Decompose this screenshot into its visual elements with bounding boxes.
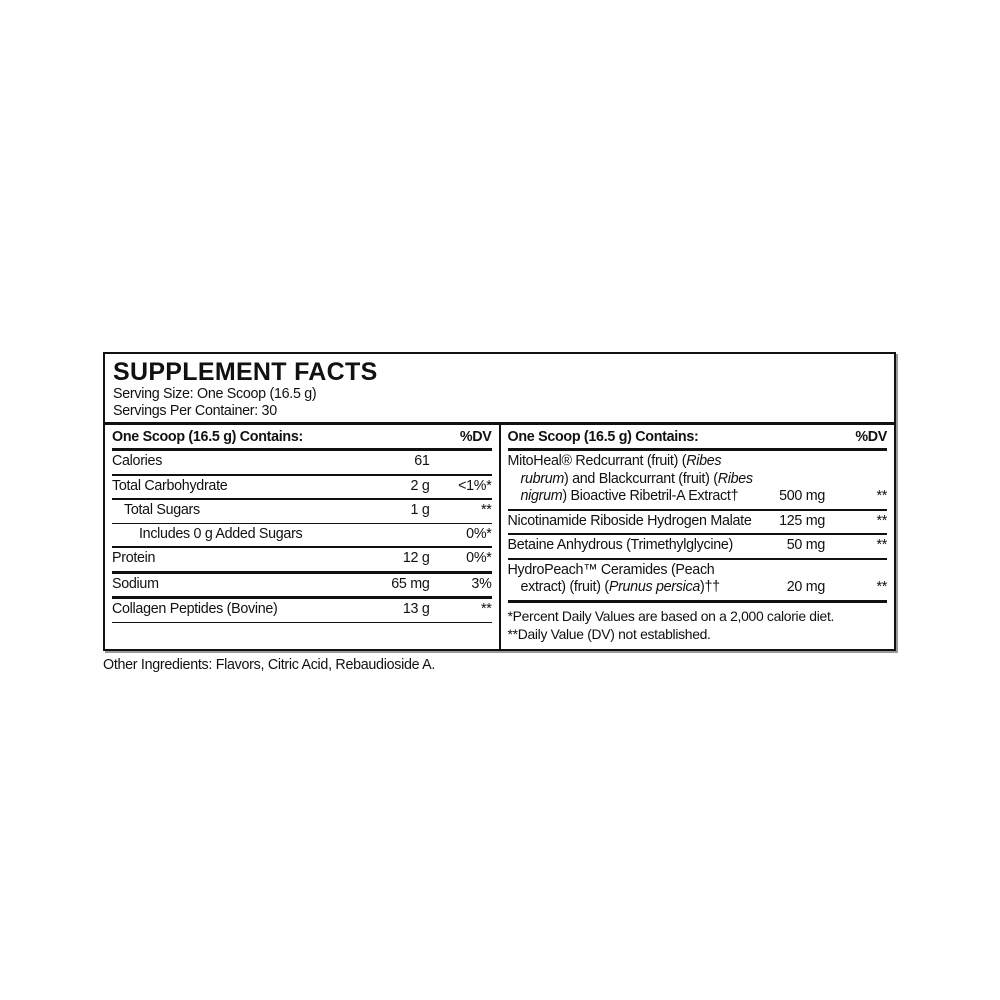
nutrient-row <box>112 498 492 523</box>
nutrient-amount: 125 mg <box>779 512 825 529</box>
nutrient-row <box>508 509 888 534</box>
nutrient-amount: 2 g <box>410 477 430 494</box>
nutrient-dv: ** <box>876 488 887 504</box>
column-header <box>112 425 492 451</box>
other-ingredients: Other Ingredients: Flavors, Citric Acid, Rebaudioside A. <box>103 656 436 673</box>
nutrient-dv: ** <box>480 601 492 617</box>
nutrient-amount: 61 <box>414 453 430 469</box>
nutrient-dv: 0%* <box>466 550 492 566</box>
nutrient-name: Nicotinamide Riboside Hydrogen Malate <box>507 512 752 529</box>
footnotes <box>508 600 888 649</box>
nutrient-row <box>508 533 888 558</box>
nutrient-row <box>112 546 492 571</box>
nutrition-column-right <box>499 425 895 649</box>
nutrient-name: Calories <box>112 453 163 469</box>
dv-label: %DV <box>855 429 887 445</box>
nutrient-row <box>508 451 888 509</box>
nutrient-name: Total Carbohydrate <box>112 477 228 494</box>
nutrient-row <box>112 451 492 474</box>
nutrient-amount: 12 g <box>402 550 430 566</box>
nutrient-dv: ** <box>876 579 887 595</box>
nutrient-name: Betaine Anhydrous (Trimethylglycine) <box>507 537 733 553</box>
dv-label: %DV <box>459 429 492 445</box>
nutrient-name: Protein <box>112 550 156 566</box>
nutrient-amount: 65 mg <box>391 575 430 592</box>
nutrient-name: Total Sugars <box>124 502 200 518</box>
column-header <box>508 425 888 451</box>
servings-per-container: Servings Per Container: 30 <box>113 402 277 419</box>
nutrient-dv: ** <box>480 502 492 518</box>
nutrient-amount: 13 g <box>402 601 430 617</box>
panel-header <box>105 354 894 422</box>
supplement-facts-panel <box>103 352 896 651</box>
nutrient-dv: ** <box>876 537 887 553</box>
nutrient-amount: 50 mg <box>786 537 825 553</box>
label-stage <box>103 352 896 674</box>
nutrient-name: MitoHeal® Redcurrant (fruit) (Ribes rubrum) and Blackcurrant (fruit) (Ribes nigrum) Bioactive Ribetril-A Extract† <box>507 453 753 504</box>
nutrient-row <box>112 596 492 622</box>
nutrient-dv: <1%* <box>458 477 492 494</box>
nutrient-amount: 20 mg <box>786 579 825 595</box>
nutrient-dv: ** <box>876 512 887 529</box>
serving-size: Serving Size: One Scoop (16.5 g) <box>113 386 317 402</box>
footnote: *Percent Daily Values are based on a 2,000 calorie diet. <box>507 607 835 624</box>
nutrient-name: HydroPeach™ Ceramides (Peach extract) (fruit) (Prunus persica)†† <box>507 561 720 595</box>
nutrient-name: Includes 0 g Added Sugars <box>139 525 303 542</box>
nutrition-column-left <box>105 425 499 649</box>
footnote: **Daily Value (DV) not established. <box>507 625 711 642</box>
column-end-rule <box>112 622 492 623</box>
contains-label: One Scoop (16.5 g) Contains: <box>112 429 303 445</box>
nutrient-name: Sodium <box>112 575 159 592</box>
nutrient-name: Collagen Peptides (Bovine) <box>112 601 278 617</box>
nutrient-dv: 0%* <box>466 525 492 542</box>
contains-label: One Scoop (16.5 g) Contains: <box>507 429 699 445</box>
nutrient-row <box>112 474 492 499</box>
nutrient-amount: 500 mg <box>779 488 825 504</box>
nutrient-row <box>508 558 888 600</box>
nutrient-amount: 1 g <box>410 502 430 518</box>
nutrient-row <box>112 523 492 547</box>
nutrient-dv: 3% <box>471 575 492 592</box>
nutrition-columns <box>105 422 894 649</box>
nutrient-row <box>112 571 492 597</box>
panel-title: SUPPLEMENT FACTS <box>113 358 378 386</box>
